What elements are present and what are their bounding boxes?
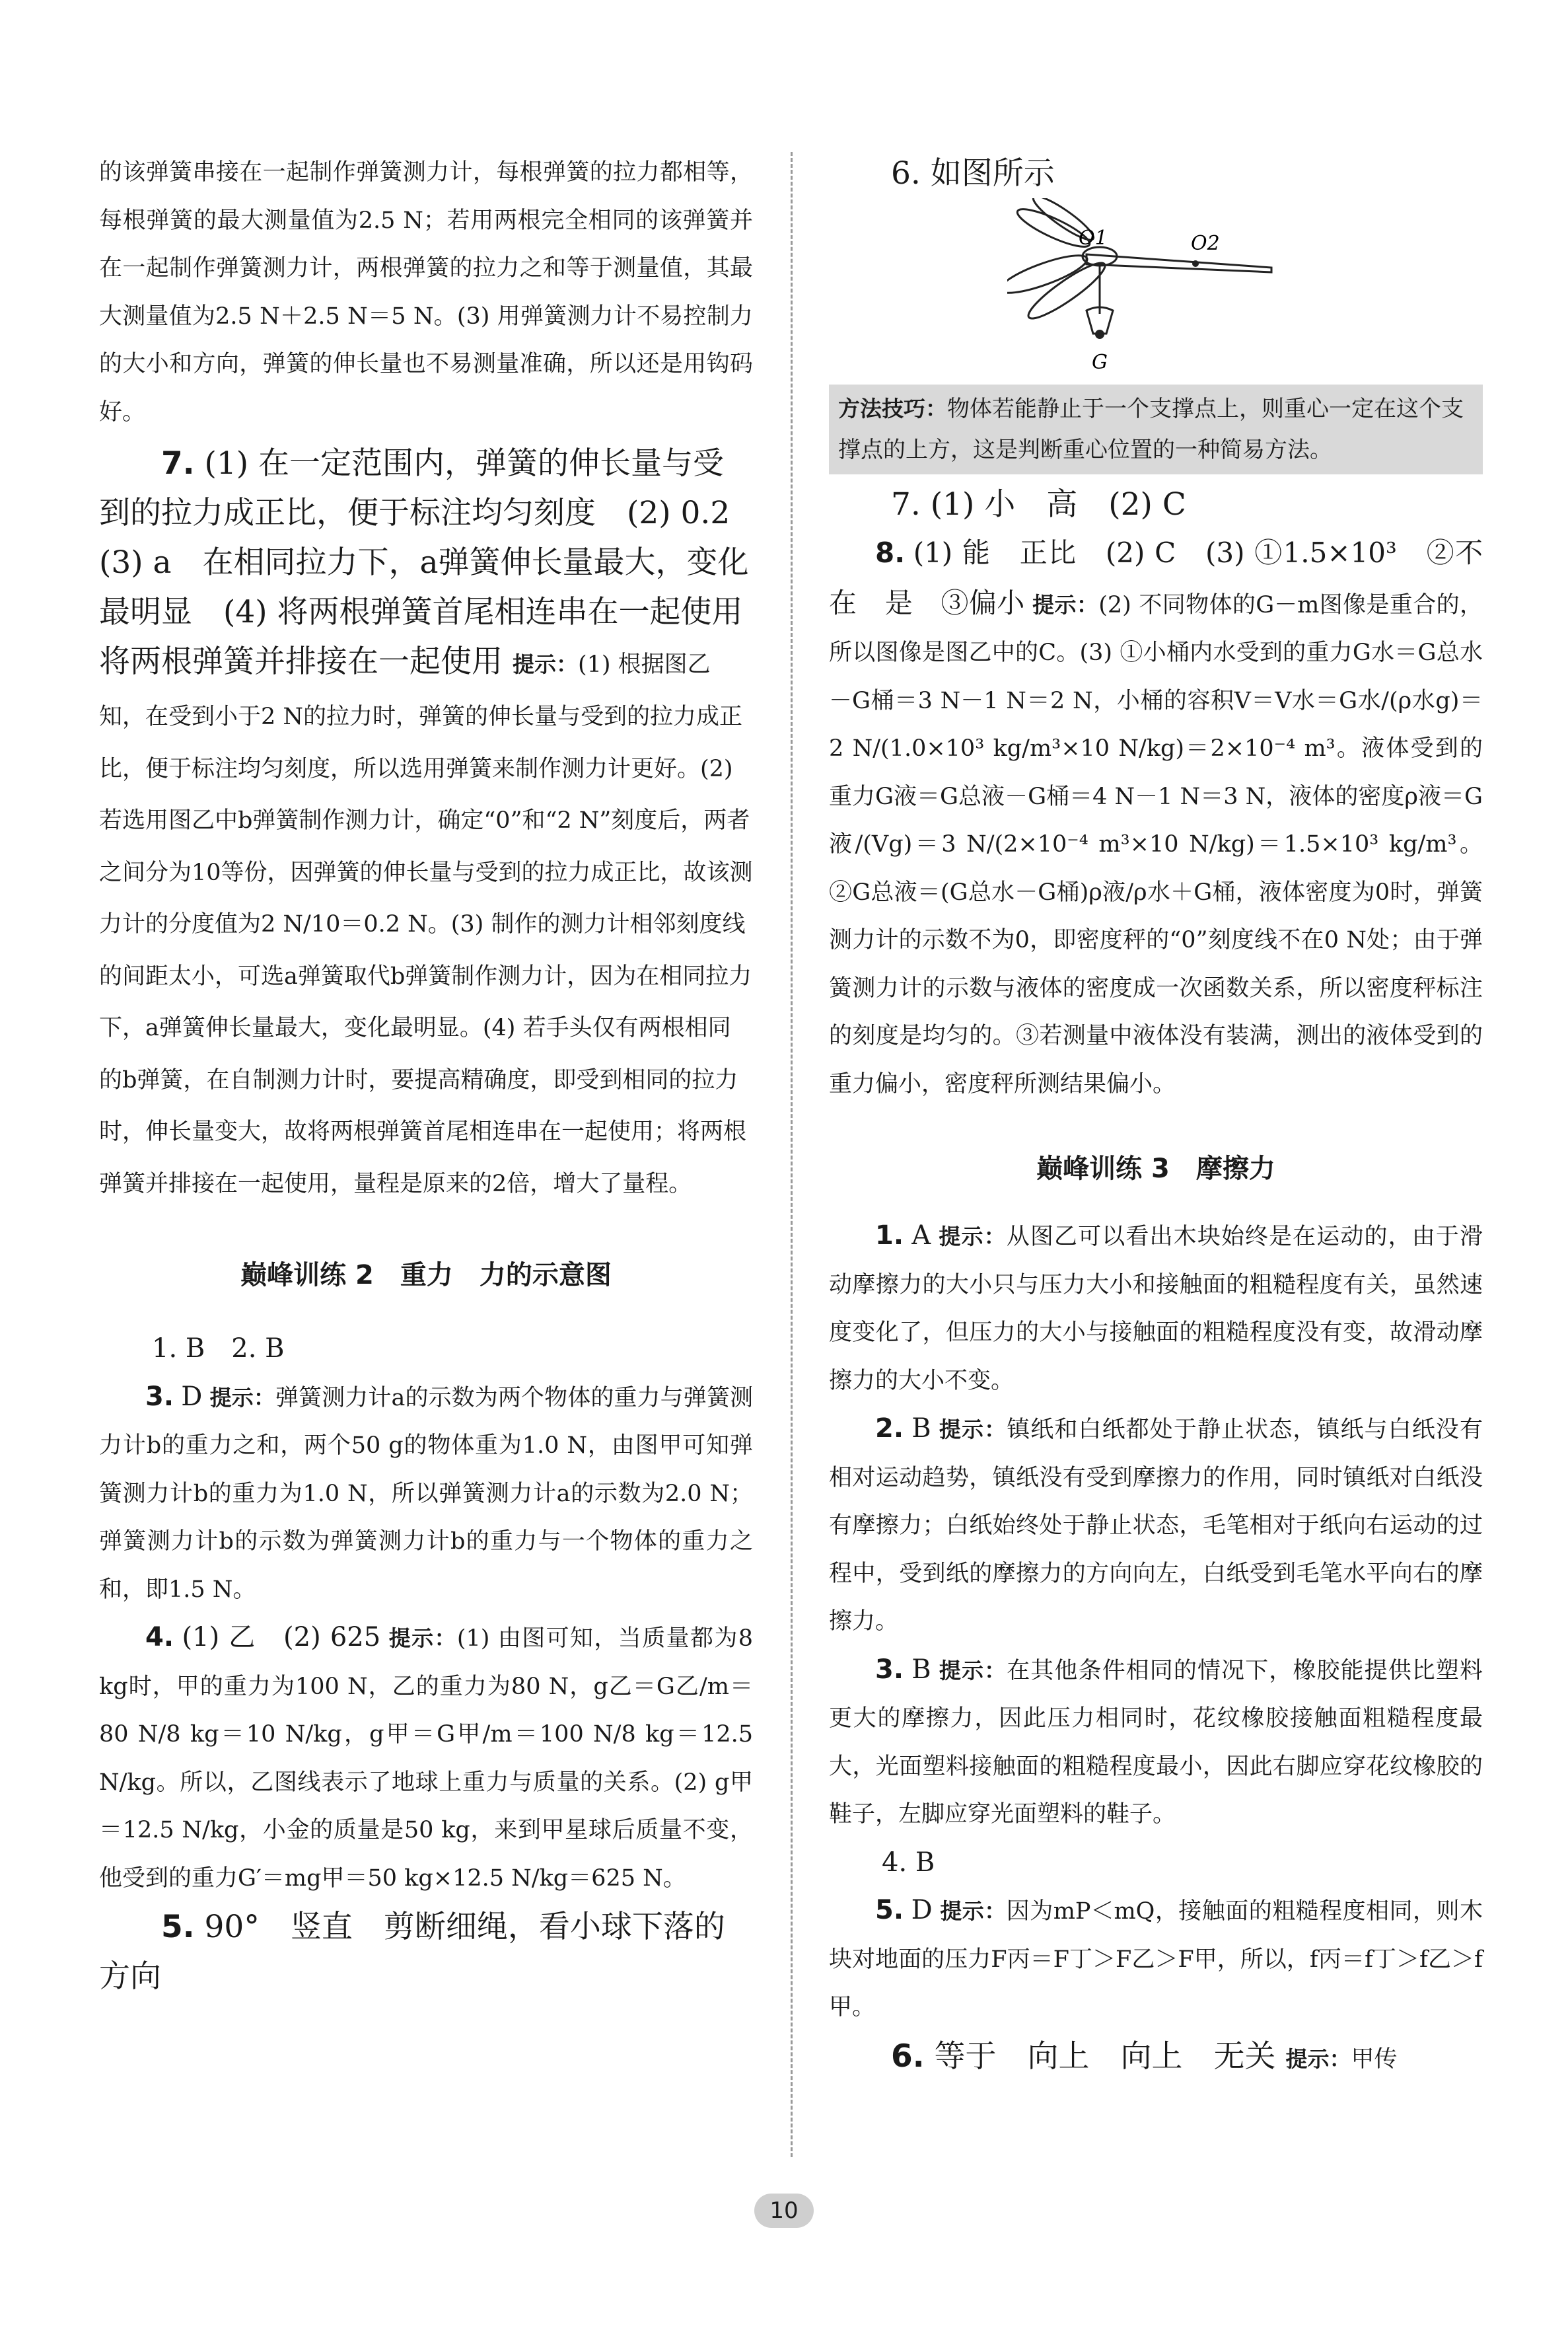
r6-item — [829, 2032, 1483, 2084]
label-g: G — [1092, 351, 1108, 374]
r6-answer: 等于 向上 向上 无关 — [934, 2038, 1276, 2075]
right-column — [829, 149, 1483, 2084]
r1-number: 1. — [875, 1220, 904, 1251]
q3-hint-label: 提示： — [209, 1384, 275, 1411]
pivot-o2-dot — [1192, 260, 1199, 267]
dragonfly-diagram — [1007, 198, 1298, 377]
r-q8-number: 8. — [875, 536, 906, 569]
method-label: 方法技巧： — [838, 396, 947, 422]
page-number: 10 — [754, 2194, 814, 2228]
q4-hint-label: 提示： — [388, 1625, 457, 1651]
q4-hint-text-a: (1) 由图可知，当质量都为8 kg时，甲的重力为100 N，乙的重力为80 N，g乙＝G乙/m＝80 N/8 kg＝10 N/kg，g甲＝G甲/m＝100 N/8 kg＝12.5 N/kg。所以，乙图线表示了地球上重力与质量的关系。 — [99, 1625, 753, 1796]
r1-answer: A — [911, 1220, 931, 1251]
r6-hint-text: 甲传 — [1351, 2046, 1398, 2073]
q5-answer: 90° 竖直 剪断细绳，看小球下落的方向 — [99, 1909, 725, 1995]
r-q8-answer: (1) 能 正比 (2) C (3) ①1.5×10³ ②不在 是 ③偏小 — [829, 536, 1483, 619]
r3-hint-text: 在其他条件相同的情况下，橡胶能提供比塑料更大的摩擦力，因此压力相同时，花纹橡胶接触面粗糙程度最大，光面塑料接触面的粗糙程度最小，因此右脚应穿花纹橡胶的鞋子，左脚应穿光面塑料的鞋子。 — [829, 1657, 1483, 1827]
r2-hint-label: 提示： — [939, 1417, 1007, 1442]
r-q8-item — [829, 529, 1483, 1108]
q7-answer-text: (1) 在一定范围内，弹簧的伸长量与受到的拉力成正比，便于标注均匀刻度 (2) 0.2 (3) a 在相同拉力下，a弹簧伸长量最大，变化最明显 (4) 将两根弹簧首尾相连串在一起使用 将两根弹簧并排接在一起使用 — [99, 445, 774, 680]
method-text: 物体若能静止于一个支撑点上，则重心一定在这个支撑点的上方，这是判断重心位置的一种简易方法。 — [838, 396, 1464, 463]
r2-item — [829, 1405, 1483, 1646]
r2-number: 2. — [875, 1413, 904, 1444]
left-column — [99, 149, 774, 2001]
left-intro-paragraph: 的该弹簧串接在一起制作弹簧测力计，每根弹簧的拉力都相等，每根弹簧的最大测量值为2.5 N；若用两根完全相同的该弹簧并在一起制作弹簧测力计，两根弹簧的拉力之和等于测量值，其最大测量值为2.5 N＋2.5 N＝5 N。(3) 用弹簧测力计不易控制力的大小和方向，弹簧的伸长量也不易测量准确，所以还是用钩码好。 — [99, 159, 753, 425]
label-o1: O1 — [1079, 227, 1108, 250]
q3-hint-text: 弹簧测力计a的示数为两个物体的重力与弹簧测力计b的重力之和，两个50 g的物体重为1.0 N，由图甲可知弹簧测力计b的重力为1.0 N，所以弹簧测力计a的示数为2.0 N；弹簧测力计b的示数为弹簧测力计b的重力与一个物体的重力之和，即1.5 N。 — [99, 1384, 753, 1603]
method-tip-box — [829, 385, 1483, 474]
r-q8-hint-text: (2) 不同物体的G－m图像是重合的，所以图像是图乙中的C。(3) ①小桶内水受到的重力G水＝G总水－G桶＝3 N－1 N＝2 N，小桶的容积V＝V水＝G水/(ρ水g)＝2 N/(1.0×10³ kg/m³×10 N/kg)＝2×10⁻⁴ m³。液体受到的重力G液＝G总液－G桶＝4 N－1 N＝3 N，液体的密度ρ液＝G液/(Vg)＝3 N/(2×10⁻⁴ m³×10 N/kg)＝1.5×10³ kg/m³。②G总液＝(G总水－G桶)ρ液/ρ水＋G桶，液体密度为0时，弹簧测力计的示数不为0，即密度秤的“0”刻度线不在0 N处；由于弹簧测力计的示数与液体的密度成一次函数关系，所以密度秤标注的刻度是均匀的。③若测量中液体没有装满，测出的液体受到的重力偏小，密度秤所测结果偏小。 — [829, 591, 1483, 1097]
r3-number: 3. — [875, 1654, 904, 1685]
r-q8-hint-label: 提示： — [1032, 591, 1099, 618]
q3-item — [99, 1373, 753, 1614]
r1-hint-text: 从图乙可以看出木块始终是在运动的，由于滑动摩擦力的大小只与压力大小和接触面的粗糙程度有关，虽然速度变化了，但压力的大小与接触面的粗糙程度没有变，故滑动摩擦力的大小不变。 — [829, 1224, 1483, 1394]
section3-title: 巅峰训练 3 摩擦力 — [1036, 1154, 1275, 1184]
q4-item — [99, 1613, 753, 1902]
q4-hint-text-b: (2) g甲＝12.5 N/kg，小金的质量是50 kg，来到甲星球后质量不变，他受到的重力G′＝mg甲＝50 kg×12.5 N/kg＝625 N。 — [99, 1769, 753, 1892]
r5-answer: D — [911, 1895, 933, 1925]
q5-item — [99, 1902, 753, 2001]
column-divider — [791, 152, 793, 2157]
r3-hint-label: 提示： — [939, 1657, 1007, 1683]
q1-q2-answers: 1. B 2. B — [152, 1333, 285, 1364]
dragonfly-tail — [1087, 254, 1271, 272]
r1-item — [829, 1212, 1483, 1405]
r-q7-answers: 7. (1) 小 高 (2) C — [891, 486, 1186, 523]
section2-title: 巅峰训练 2 重力 力的示意图 — [240, 1260, 612, 1290]
r6-hint-label: 提示： — [1285, 2046, 1351, 2072]
r3-item — [829, 1646, 1483, 1839]
q3-answer: D — [181, 1381, 203, 1412]
r5-item — [829, 1886, 1483, 2032]
q7-hint-label: 提示： — [512, 651, 578, 677]
label-o2: O2 — [1191, 232, 1220, 255]
q5-number: 5. — [161, 1909, 195, 1945]
r5-hint-text: 因为mP＜mQ，接触面的粗糙程度相同，则木块对地面的压力F丙＝F丁＞F乙＞F甲，所以，f丙＝f丁＞f乙＞f甲。 — [829, 1898, 1483, 2020]
q7-number: 7. — [161, 445, 195, 482]
r3-answer: B — [911, 1654, 931, 1685]
r2-answer: B — [911, 1413, 931, 1444]
q3-number: 3. — [145, 1381, 174, 1412]
q4-answer: (1) 乙 (2) 625 — [182, 1622, 381, 1652]
r6-number: 6. — [891, 2038, 925, 2075]
r1-hint-label: 提示： — [939, 1224, 1007, 1249]
r4-item: 4. B — [882, 1847, 935, 1878]
r5-number: 5. — [875, 1895, 904, 1925]
r5-hint-label: 提示： — [940, 1898, 1007, 1924]
q6-label: 6. 如图所示 — [891, 155, 1055, 192]
q7-answer — [99, 439, 774, 1208]
q7-hint-text: (1) 根据图乙知，在受到小于2 N的拉力时，弹簧的伸长量与受到的拉力成正比，便于标注均匀刻度，所以选用弹簧来制作测力计更好。(2) 若选用图乙中b弹簧制作测力计，确定“0”和“2 N”刻度后，两者之间分为10等份，因弹簧的伸长量与受到的拉力成正比，故该测力计的分度值为2 N/10＝0.2 N。(3) 制作的测力计相邻刻度线的间距太小，可选a弹簧取代b弹簧制作测力计，因为在相同拉力下，a弹簧伸长量最大，变化最明显。(4) 若手头仅有两根相同的b弹簧，在自制测力计时，要提高精确度，即受到相同的拉力时，伸长量变大，故将两根弹簧首尾相连串在一起使用；将两根弹簧并排接在一起使用，量程是原来的2倍，增大了量程。 — [99, 651, 753, 1197]
r2-hint-text: 镇纸和白纸都处于静止状态，镇纸与白纸没有相对运动趋势，镇纸没有受到摩擦力的作用，同时镇纸对白纸没有摩擦力；白纸始终处于静止状态，毛笔相对于纸向右运动的过程中，受到纸的摩擦力的方向向左，白纸受到毛笔水平向右的摩擦力。 — [829, 1417, 1483, 1635]
q4-number: 4. — [145, 1622, 174, 1652]
center-of-gravity-dot — [1095, 330, 1104, 339]
